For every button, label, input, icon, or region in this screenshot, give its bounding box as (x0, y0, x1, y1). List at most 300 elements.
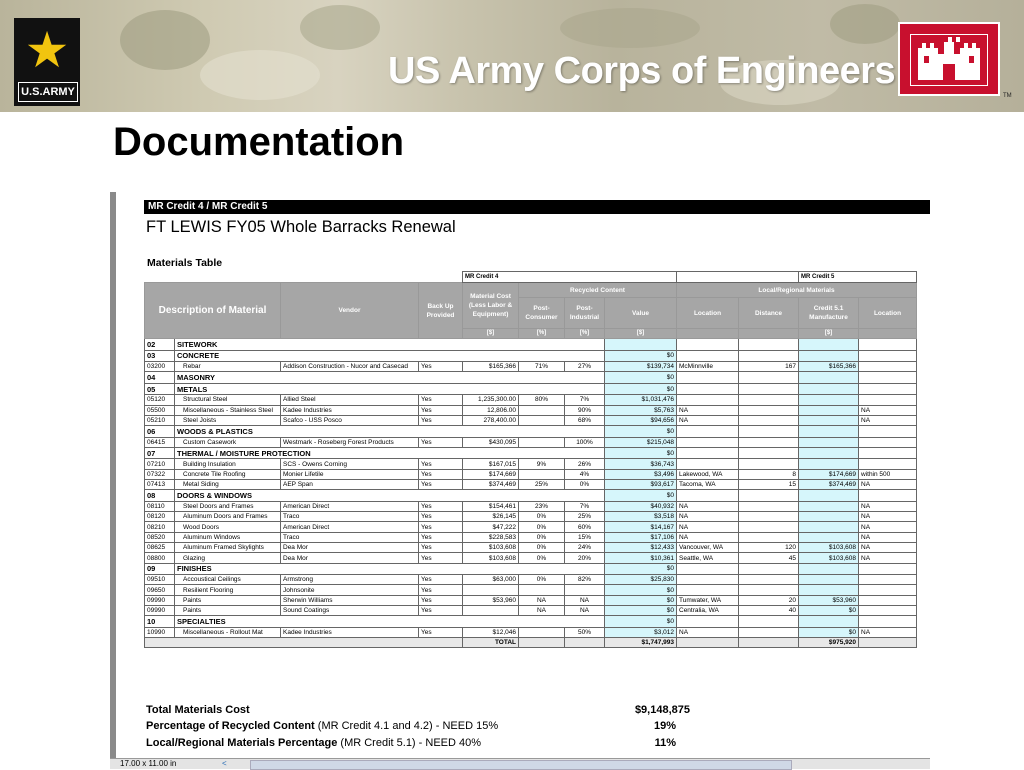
table-section-row (145, 372, 917, 384)
cell-loc (677, 585, 739, 595)
cell-pi: NA (565, 595, 605, 605)
section-value: $0 (605, 490, 677, 502)
cell-loc (677, 395, 739, 405)
section-value: $0 (605, 383, 677, 395)
cell-desc: Paints (175, 595, 281, 605)
cell-desc: Aluminum Framed Skylights (175, 543, 281, 553)
col-header-location: Location (677, 298, 739, 329)
group-header-recycled: Recycled Content (519, 283, 677, 298)
summary-local-value: 11% (654, 737, 676, 749)
summary-recycled-value: 19% (653, 720, 676, 732)
cell-loc: NA (677, 627, 739, 637)
section-code: 07 (145, 447, 175, 459)
cell-dist: 20 (739, 595, 799, 605)
cell-vendor: Addison Construction - Nucor and Casecad (281, 362, 419, 372)
cell-loc: NA (677, 522, 739, 532)
cell-backup: Yes (419, 627, 463, 637)
cell-pc (519, 627, 565, 637)
summary-local (146, 737, 481, 749)
table-row (145, 627, 917, 637)
col-header-description: Description of Material (145, 283, 281, 339)
col-header-post-consumer: Post-Consumer (519, 298, 565, 329)
unit-post-consumer: [%] (519, 329, 565, 339)
cell-desc: Rebar (175, 362, 281, 372)
cell-backup: Yes (419, 405, 463, 415)
cell-backup: Yes (419, 501, 463, 511)
cell-vendor: Traco (281, 532, 419, 542)
cell-vendor: Westmark - Roseberg Forest Products (281, 437, 419, 447)
section-label: METALS (175, 383, 605, 395)
section-value: $0 (605, 447, 677, 459)
section-label: SITEWORK (175, 339, 605, 351)
table-row (145, 501, 917, 511)
cell-c51 (799, 501, 859, 511)
cell-code: 09510 (145, 575, 175, 585)
cell-value: $93,617 (605, 480, 677, 490)
cell-cost: $154,461 (463, 501, 519, 511)
document-page (116, 192, 930, 768)
cell-vendor: Kadee Industries (281, 405, 419, 415)
cell-pc: NA (519, 606, 565, 616)
cell-code: 10990 (145, 627, 175, 637)
cell-vendor: AEP Span (281, 480, 419, 490)
cell-loc2: within 500 (859, 469, 917, 479)
cell-loc2: NA (859, 543, 917, 553)
cell-value: $40,932 (605, 501, 677, 511)
cell-loc2: NA (859, 512, 917, 522)
cell-cost: $12,046 (463, 627, 519, 637)
cell-backup: Yes (419, 459, 463, 469)
cell-desc: Steel Joists (175, 415, 281, 425)
cell-backup: Yes (419, 362, 463, 372)
cell-value: $36,743 (605, 459, 677, 469)
cell-desc: Steel Doors and Frames (175, 501, 281, 511)
cell-dist (739, 405, 799, 415)
cell-dist (739, 575, 799, 585)
cell-dist (739, 459, 799, 469)
cell-pi: 7% (565, 395, 605, 405)
cell-cost: $167,015 (463, 459, 519, 469)
cell-pi: 26% (565, 459, 605, 469)
section-label: WOODS & PLASTICS (175, 426, 605, 438)
camo-pattern (200, 50, 320, 100)
cell-c51: $0 (799, 627, 859, 637)
col-header-distance: Distance (739, 298, 799, 329)
cell-value: $0 (605, 606, 677, 616)
cell-pi: 25% (565, 512, 605, 522)
cell-backup: Yes (419, 395, 463, 405)
cell-vendor: Sherwin Williams (281, 595, 419, 605)
cell-loc2 (859, 606, 917, 616)
cell-desc: Glazing (175, 553, 281, 563)
cell-cost: $53,960 (463, 595, 519, 605)
cell-cost: 278,400.00 (463, 415, 519, 425)
castle-logo (898, 22, 1000, 96)
cell-loc2 (859, 437, 917, 447)
cell-dist (739, 522, 799, 532)
cell-pc: 9% (519, 459, 565, 469)
cell-desc: Paints (175, 606, 281, 616)
cell-dist: 40 (739, 606, 799, 616)
cell-dist (739, 395, 799, 405)
table-section-row (145, 447, 917, 459)
cell-pc: 0% (519, 553, 565, 563)
cell-cost: 1,235,300.00 (463, 395, 519, 405)
star-icon: ★ (24, 22, 70, 78)
materials-table (144, 271, 917, 648)
cell-loc2: NA (859, 553, 917, 563)
cell-backup: Yes (419, 575, 463, 585)
total-credit51: $975,920 (799, 638, 859, 648)
cell-desc: Building Insulation (175, 459, 281, 469)
cell-backup: Yes (419, 469, 463, 479)
cell-vendor: American Direct (281, 501, 419, 511)
section-code: 03 (145, 350, 175, 362)
group-header-mr5: MR Credit 5 (799, 272, 917, 283)
cell-c51: $174,669 (799, 469, 859, 479)
section-value: $0 (605, 616, 677, 628)
table-section-row (145, 490, 917, 502)
col-header-vendor: Vendor (281, 283, 419, 339)
section-code: 04 (145, 372, 175, 384)
cell-vendor: Monier Lifetile (281, 469, 419, 479)
cell-value: $215,048 (605, 437, 677, 447)
cell-dist (739, 627, 799, 637)
credit-bar: MR Credit 4 / MR Credit 5 (144, 200, 930, 214)
cell-pi (565, 585, 605, 595)
cell-vendor: Kadee Industries (281, 627, 419, 637)
cell-desc: Wood Doors (175, 522, 281, 532)
cell-loc2 (859, 585, 917, 595)
total-label: TOTAL (463, 638, 519, 648)
section-code: 05 (145, 383, 175, 395)
cell-backup: Yes (419, 543, 463, 553)
cell-code: 09990 (145, 595, 175, 605)
cell-cost (463, 606, 519, 616)
camo-pattern (120, 10, 210, 70)
table-row (145, 553, 917, 563)
table-row (145, 415, 917, 425)
cell-loc: Lakewood, WA (677, 469, 739, 479)
cell-vendor: Scafco - USS Posco (281, 415, 419, 425)
cell-vendor: Armstrong (281, 575, 419, 585)
cell-desc: Miscellaneous - Rollout Mat (175, 627, 281, 637)
cell-pi: NA (565, 606, 605, 616)
col-header-backup: Back Up Provided (419, 283, 463, 339)
cell-pi: 7% (565, 501, 605, 511)
cell-c51 (799, 395, 859, 405)
cell-c51 (799, 522, 859, 532)
cell-code: 09650 (145, 585, 175, 595)
cell-pc: 23% (519, 501, 565, 511)
cell-backup: Yes (419, 522, 463, 532)
cell-code: 05500 (145, 405, 175, 415)
cell-cost: $103,608 (463, 543, 519, 553)
unit-post-industrial: [%] (565, 329, 605, 339)
table-row (145, 532, 917, 542)
table-section-row (145, 339, 917, 351)
cell-backup: Yes (419, 532, 463, 542)
cell-cost (463, 585, 519, 595)
us-army-logo (14, 18, 80, 106)
cell-cost: $103,608 (463, 553, 519, 563)
cell-backup: Yes (419, 512, 463, 522)
cell-backup: Yes (419, 606, 463, 616)
cell-pi: 68% (565, 415, 605, 425)
cell-backup: Yes (419, 480, 463, 490)
cell-pc (519, 415, 565, 425)
cell-value: $3,518 (605, 512, 677, 522)
cell-backup: Yes (419, 585, 463, 595)
cell-value: $1,031,476 (605, 395, 677, 405)
cell-value: $12,433 (605, 543, 677, 553)
cell-c51 (799, 575, 859, 585)
cell-loc: Vancouver, WA (677, 543, 739, 553)
section-label: MASONRY (175, 372, 605, 384)
cell-value: $3,012 (605, 627, 677, 637)
section-value: $0 (605, 350, 677, 362)
cell-vendor: Traco (281, 512, 419, 522)
table-row (145, 469, 917, 479)
cell-vendor: Dea Mor (281, 553, 419, 563)
summary-recycled (146, 720, 498, 732)
organization-name: US Army Corps of Engineers (388, 50, 896, 92)
cell-loc: NA (677, 415, 739, 425)
cell-loc2: NA (859, 480, 917, 490)
section-label: SPECIALTIES (175, 616, 605, 628)
cell-loc: NA (677, 532, 739, 542)
horizontal-scrollbar[interactable] (250, 760, 792, 770)
scroll-left-button[interactable]: < (222, 759, 227, 768)
page-size-indicator: 17.00 x 11.00 in (120, 759, 177, 768)
col-header-material-cost: Material Cost (Less Labor & Equipment) (463, 283, 519, 329)
cell-dist (739, 585, 799, 595)
cell-loc2: NA (859, 415, 917, 425)
cell-c51: $53,960 (799, 595, 859, 605)
cell-c51 (799, 459, 859, 469)
cell-pc (519, 405, 565, 415)
camo-pattern (560, 8, 700, 48)
cell-pi: 50% (565, 627, 605, 637)
cell-code: 08800 (145, 553, 175, 563)
cell-loc (677, 575, 739, 585)
cell-desc: Custom Casework (175, 437, 281, 447)
table-row (145, 543, 917, 553)
cell-code: 08110 (145, 501, 175, 511)
army-badge-label: U.S.ARMY (18, 82, 78, 102)
cell-pi: 27% (565, 362, 605, 372)
cell-dist: 8 (739, 469, 799, 479)
cell-pc (519, 469, 565, 479)
table-title: Materials Table (147, 257, 223, 269)
cell-loc2: NA (859, 405, 917, 415)
trademark: TM (1003, 93, 1012, 99)
cell-code: 06415 (145, 437, 175, 447)
table-section-row (145, 350, 917, 362)
cell-pi: 4% (565, 469, 605, 479)
cell-backup: Yes (419, 415, 463, 425)
section-value: $0 (605, 563, 677, 575)
status-bar (110, 758, 930, 769)
cell-pc: NA (519, 595, 565, 605)
cell-loc2 (859, 595, 917, 605)
section-value: $0 (605, 426, 677, 438)
cell-value: $3,496 (605, 469, 677, 479)
cell-value: $25,830 (605, 575, 677, 585)
section-code: 02 (145, 339, 175, 351)
cell-value: $0 (605, 585, 677, 595)
cell-loc2: NA (859, 627, 917, 637)
page-title: Documentation (113, 120, 405, 164)
cell-c51 (799, 585, 859, 595)
cell-code: 08625 (145, 543, 175, 553)
cell-dist (739, 415, 799, 425)
cell-vendor: Dea Mor (281, 543, 419, 553)
cell-code: 09990 (145, 606, 175, 616)
cell-pi: 15% (565, 532, 605, 542)
cell-dist: 167 (739, 362, 799, 372)
cell-pi: 90% (565, 405, 605, 415)
cell-cost: $374,469 (463, 480, 519, 490)
cell-value: $17,106 (605, 532, 677, 542)
cell-loc2 (859, 362, 917, 372)
cell-backup: Yes (419, 595, 463, 605)
cell-pi: 60% (565, 522, 605, 532)
table-row (145, 362, 917, 372)
cell-desc: Metal Siding (175, 480, 281, 490)
cell-pc (519, 585, 565, 595)
cell-c51 (799, 405, 859, 415)
col-header-location2: Location (859, 298, 917, 329)
cell-pi: 100% (565, 437, 605, 447)
cell-pi: 24% (565, 543, 605, 553)
table-total-row (145, 638, 917, 648)
cell-cost: $47,222 (463, 522, 519, 532)
cell-loc: Centralia, WA (677, 606, 739, 616)
cell-code: 08120 (145, 512, 175, 522)
cell-value: $0 (605, 595, 677, 605)
section-value (605, 339, 677, 351)
table-row (145, 480, 917, 490)
section-code: 09 (145, 563, 175, 575)
cell-pc: 80% (519, 395, 565, 405)
unit-credit51: [$] (799, 329, 859, 339)
cell-desc: Resilient Flooring (175, 585, 281, 595)
cell-code: 07210 (145, 459, 175, 469)
summary-recycled-note: (MR Credit 4.1 and 4.2) - NEED 15% (314, 720, 499, 732)
cell-cost: $430,095 (463, 437, 519, 447)
unit-cost: [$] (463, 329, 519, 339)
section-value: $0 (605, 372, 677, 384)
section-label: THERMAL / MOISTURE PROTECTION (175, 447, 605, 459)
table-row (145, 595, 917, 605)
cell-loc: Seattle, WA (677, 553, 739, 563)
cell-code: 07322 (145, 469, 175, 479)
cell-value: $5,763 (605, 405, 677, 415)
cell-code: 08210 (145, 522, 175, 532)
cell-desc: Concrete Tile Roofing (175, 469, 281, 479)
cell-dist: 120 (739, 543, 799, 553)
table-section-row (145, 426, 917, 438)
cell-loc (677, 437, 739, 447)
cell-loc: NA (677, 501, 739, 511)
cell-loc: NA (677, 405, 739, 415)
cell-code: 07413 (145, 480, 175, 490)
cell-loc (677, 459, 739, 469)
table-section-row (145, 563, 917, 575)
cell-value: $10,361 (605, 553, 677, 563)
cell-cost: $165,366 (463, 362, 519, 372)
cell-c51: $103,608 (799, 543, 859, 553)
cell-vendor: Johnsonite (281, 585, 419, 595)
cell-loc: NA (677, 512, 739, 522)
cell-desc: Miscellaneous - Stainless Steel (175, 405, 281, 415)
section-label: FINISHES (175, 563, 605, 575)
cell-cost: $63,000 (463, 575, 519, 585)
cell-loc: Tumwater, WA (677, 595, 739, 605)
cell-pc: 0% (519, 543, 565, 553)
table-row (145, 395, 917, 405)
cell-pc: 25% (519, 480, 565, 490)
cell-vendor: American Direct (281, 522, 419, 532)
castle-icon (910, 34, 988, 86)
cell-pc: 0% (519, 532, 565, 542)
table-row (145, 585, 917, 595)
cell-dist (739, 512, 799, 522)
section-code: 10 (145, 616, 175, 628)
cell-code: 08520 (145, 532, 175, 542)
cell-c51 (799, 415, 859, 425)
cell-c51 (799, 437, 859, 447)
cell-loc2: NA (859, 522, 917, 532)
section-label: CONCRETE (175, 350, 605, 362)
cell-cost: $174,669 (463, 469, 519, 479)
table-section-row (145, 383, 917, 395)
cell-loc2 (859, 395, 917, 405)
cell-vendor: Allied Steel (281, 395, 419, 405)
cell-c51 (799, 512, 859, 522)
summary-total-label: Total Materials Cost (146, 704, 250, 716)
table-row (145, 459, 917, 469)
cell-code: 03200 (145, 362, 175, 372)
cell-value: $139,734 (605, 362, 677, 372)
camo-pattern (300, 5, 380, 50)
cell-value: $14,167 (605, 522, 677, 532)
cell-dist (739, 437, 799, 447)
cell-code: 05120 (145, 395, 175, 405)
cell-value: $94,656 (605, 415, 677, 425)
cell-desc: Structural Steel (175, 395, 281, 405)
summary-local-note: (MR Credit 5.1) - NEED 40% (337, 737, 482, 749)
cell-cost: $228,583 (463, 532, 519, 542)
cell-loc2 (859, 575, 917, 585)
cell-pc: 0% (519, 512, 565, 522)
cell-backup: Yes (419, 553, 463, 563)
cell-dist: 15 (739, 480, 799, 490)
cell-dist: 45 (739, 553, 799, 563)
cell-pi: 20% (565, 553, 605, 563)
cell-vendor: SCS - Owens Corning (281, 459, 419, 469)
cell-desc: Aluminum Doors and Frames (175, 512, 281, 522)
cell-dist (739, 532, 799, 542)
cell-loc2 (859, 459, 917, 469)
col-header-value: Value (605, 298, 677, 329)
col-header-credit51: Credit 5.1 Manufacture (799, 298, 859, 329)
table-row (145, 512, 917, 522)
camo-pattern (830, 4, 900, 44)
cell-pc: 0% (519, 522, 565, 532)
table-row (145, 575, 917, 585)
